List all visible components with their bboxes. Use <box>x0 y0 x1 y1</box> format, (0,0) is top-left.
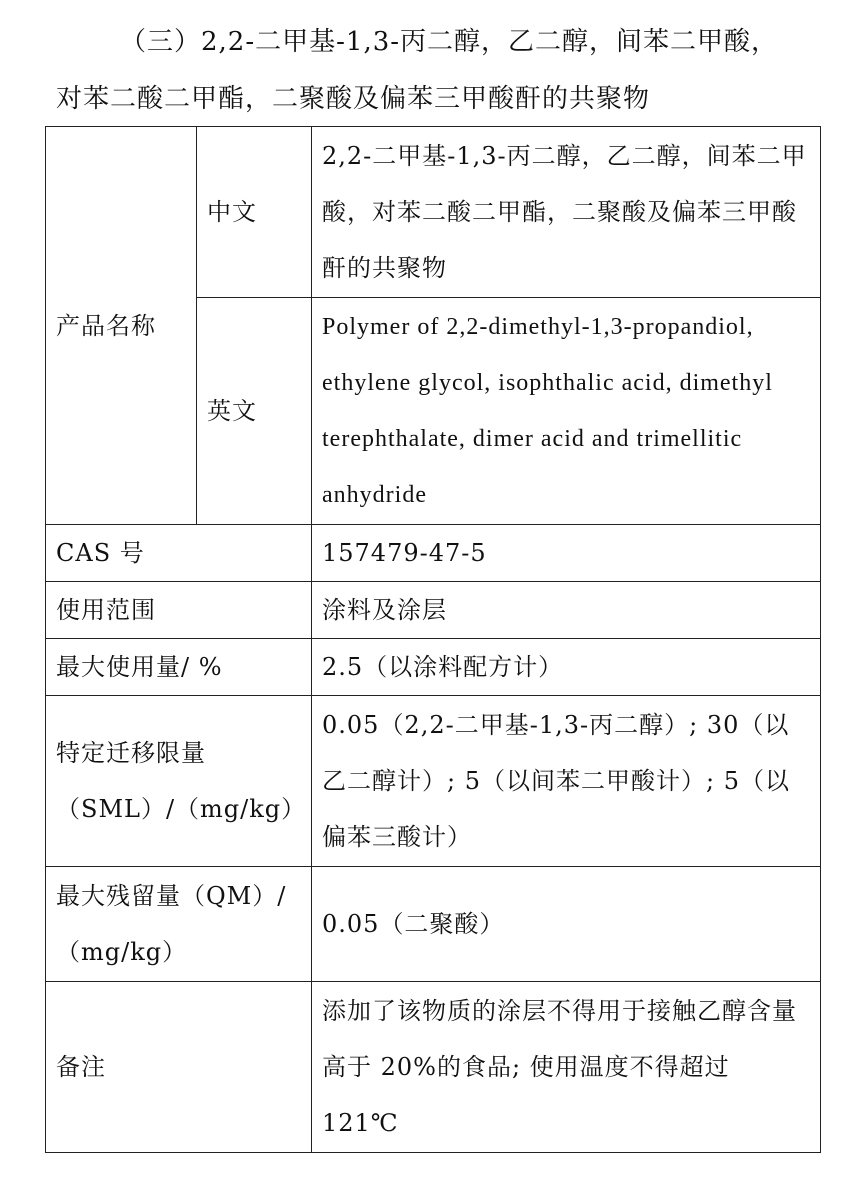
scope-label: 使用范围 <box>46 582 312 639</box>
english-name-value: Polymer of 2,2-dimethyl-1,3-propandiol, ethylene glycol, isophthalic acid, dimethyl terephthalate, dimer acid and trimellitic anhydride <box>312 298 821 525</box>
notes-value: 添加了该物质的涂层不得用于接触乙醇含量高于 20%的食品; 使用温度不得超过 121℃ <box>312 982 821 1153</box>
qm-value: 0.05（二聚酸） <box>312 867 821 982</box>
chinese-name-value: 2,2-二甲基-1,3-丙二醇，乙二醇，间苯二甲酸，对苯二酸二甲酯，二聚酸及偏苯三甲酸酐的共聚物 <box>312 127 821 298</box>
table-row-cas <box>46 525 821 582</box>
english-label: 英文 <box>197 298 312 525</box>
cas-value: 157479-47-5 <box>312 525 821 582</box>
table-row-product-name-chinese <box>46 127 821 298</box>
chinese-label: 中文 <box>197 127 312 298</box>
substance-info-table <box>45 126 821 1153</box>
sml-label: 特定迁移限量（SML）/（mg/kg） <box>46 696 312 867</box>
notes-label: 备注 <box>46 982 312 1153</box>
product-name-label: 产品名称 <box>46 127 197 525</box>
scope-value: 涂料及涂层 <box>312 582 821 639</box>
table-row-max-use <box>46 639 821 696</box>
qm-label: 最大残留量（QM）/（mg/kg） <box>46 867 312 982</box>
max-use-label: 最大使用量/ % <box>46 639 312 696</box>
max-use-value: 2.5（以涂料配方计） <box>312 639 821 696</box>
sml-value: 0.05（2,2-二甲基-1,3-丙二醇）; 30（以乙二醇计）; 5（以间苯二甲酸计）; 5（以偏苯三酸计） <box>312 696 821 867</box>
table-row-scope <box>46 582 821 639</box>
section-heading-line-2: 对苯二酸二甲酯，二聚酸及偏苯三甲酸酐的共聚物 <box>56 84 651 114</box>
table-row-notes <box>46 982 821 1153</box>
table-row-qm <box>46 867 821 982</box>
cas-label: CAS 号 <box>46 525 312 582</box>
table-row-sml <box>46 696 821 867</box>
section-heading-line-1: （三）2,2-二甲基-1,3-丙二醇，乙二醇，间苯二甲酸， <box>120 27 779 57</box>
